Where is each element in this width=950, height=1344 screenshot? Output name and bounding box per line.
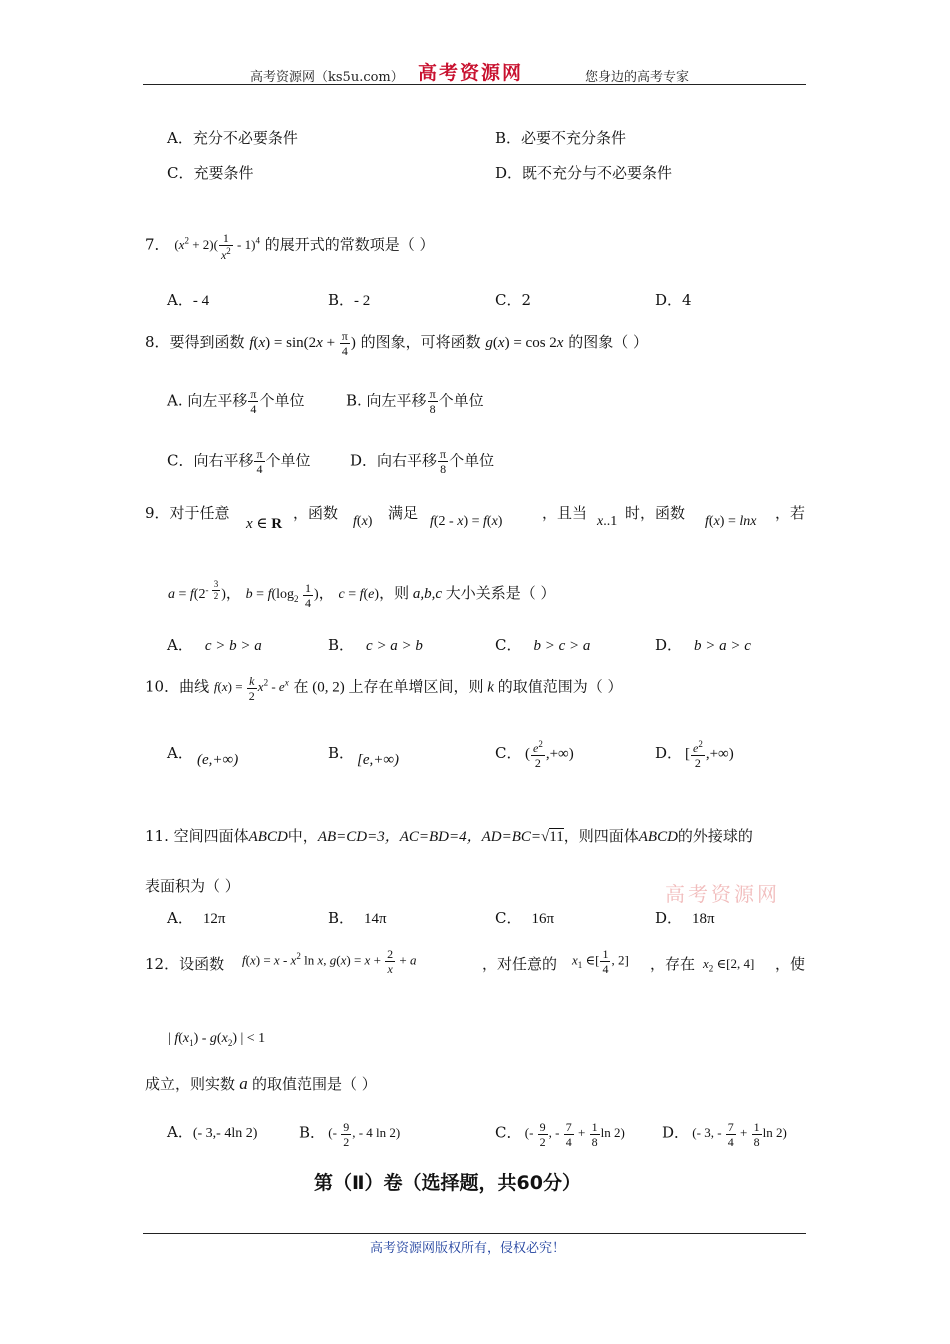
question-8 xyxy=(145,330,648,357)
question-7 xyxy=(145,232,435,261)
q7-option-a: A．- 4 xyxy=(167,291,210,309)
q8-option-b: B. 向左平移 $\frac{\pi}{8}$ 个单位 xyxy=(346,387,484,416)
q11-option-c: C． 16π xyxy=(495,909,555,927)
q12-option-b: B． (- $\frac{9}{2}$ , - 4 ln 2) xyxy=(299,1120,401,1149)
q9-stem-2: ，函数 xyxy=(293,504,339,522)
q9-option-a: A． c > b > a xyxy=(167,636,262,654)
q7-number: 7． xyxy=(145,235,170,254)
q12-option-a: A．(- 3,- 4ln 2) xyxy=(167,1123,258,1141)
footer-rule xyxy=(143,1233,806,1234)
q12-stem-4: ，使 xyxy=(775,955,806,973)
q9-option-d: D． b > a > c xyxy=(655,636,751,654)
footer-copyright: 高考资源网版权所有，侵权必究！ xyxy=(370,1241,566,1256)
q10-option-d-value: [ $\frac{e^2}{2}$ ,+∞) xyxy=(685,739,734,770)
q7-option-b: B．- 2 xyxy=(328,291,371,309)
q7-expression: $(x^2 + 2)$( $\frac{1}{x^2}$ - 1)$^4$ xyxy=(174,231,260,262)
q8-g-expression: g(x) = cos 2x xyxy=(485,334,564,351)
question-10: 10．曲线 f(x) = $\frac{k}{2}$ $x^2 - e^x$ 在 (0, 2) 上存在单增区间，则 k 的取值范围为（ ） xyxy=(145,674,623,703)
q6-option-c: C．充要条件 xyxy=(167,164,254,182)
q9-definitions: $a = f(2^{- \frac{3}{2}}$ )， $b = f(\log_2$ $\frac{1}{4}$ )， c = f(e)，则 a,b,c 大小关系是（ ） xyxy=(168,579,556,610)
q11-option-b: B． 14π xyxy=(328,909,387,927)
q12-stem-5: 成立，则实数 a 的取值范围是（ ） xyxy=(145,1074,377,1093)
q12-inequality: | $f(x_1) - g(x_2)$ | < 1 xyxy=(168,1031,266,1048)
q8-stem-2: 的图象，可将函数 xyxy=(360,332,481,351)
q9-x-ge-1: x..1 xyxy=(597,514,618,529)
q8-option-c: C．向右平移 $\frac{\pi}{4}$ 个单位 xyxy=(167,447,311,476)
header-left: 高考资源网（ks5u.com） xyxy=(250,70,404,85)
question-11: 11. 空间四面体ABCD中，AB=CD=3，AC=BD=4，AD=BC=√11，则四面体ABCD的外接球的 xyxy=(145,827,753,845)
q9-option-b: B． c > a > b xyxy=(328,636,423,654)
q8-stem-1: 8．要得到函数 xyxy=(145,332,245,351)
watermark: 高考资源网 xyxy=(665,882,780,906)
q10-option-a-label: A． xyxy=(167,744,193,762)
q7-option-d: D．4 xyxy=(655,291,692,309)
q10-option-d-label: D． xyxy=(655,744,683,762)
q10-option-a-value: (e,+∞) xyxy=(197,752,239,768)
q12-functions: $f(x) = x - x^2$ ln x, g(x) = x + $\frac{2}{x}$ + a xyxy=(242,947,417,976)
q9-fx-lnx: f(x) = lnx xyxy=(705,514,757,529)
q12-x1-range: $x_1$ ∈[ $\frac{1}{4}$ , 2] xyxy=(572,947,629,976)
q6-option-d: D．既不充分与不必要条件 xyxy=(495,164,673,182)
q12-x2-range: $x_2$ ∈[2, 4] xyxy=(703,956,755,974)
header-rule xyxy=(143,84,806,85)
q7-option-c: C．2 xyxy=(495,291,532,309)
q10-option-c-label: C． xyxy=(495,744,522,762)
q12-stem-1: 12．设函数 xyxy=(145,955,225,973)
header-right: 您身边的高考专家 xyxy=(585,70,690,85)
section-title: 第（Ⅱ）卷（选择题，共60分） xyxy=(314,1172,581,1194)
q6-option-b: B．必要不充分条件 xyxy=(495,129,627,147)
q6-option-a: A．充分不必要条件 xyxy=(167,129,298,147)
q8-option-a: A. 向左平移 $\frac{\pi}{4}$ 个单位 xyxy=(167,387,305,416)
q11-stem-2: 表面积为（ ） xyxy=(145,877,240,895)
q7-stem: 的展开式的常数项是（ ） xyxy=(264,235,435,254)
q9-stem-1: 9．对于任意 xyxy=(145,504,230,522)
q12-stem-3: ，存在 xyxy=(650,955,696,973)
q9-stem-4: ，且当 xyxy=(542,504,588,522)
q9-symmetry-condition: f(2 - x) = f(x) xyxy=(430,514,503,529)
q12-stem-2: ，对任意的 xyxy=(482,955,558,973)
q9-stem-6: ，若 xyxy=(775,504,806,522)
q9-stem-5: 时，函数 xyxy=(625,504,686,522)
q8-stem-3: 的图象（ ） xyxy=(568,332,649,351)
q8-option-d: D．向右平移 $\frac{\pi}{8}$ 个单位 xyxy=(350,447,495,476)
q10-option-b-value: [e,+∞) xyxy=(357,752,400,768)
q9-option-c: C． b > c > a xyxy=(495,636,591,654)
q10-option-b-label: B． xyxy=(328,744,355,762)
q11-option-a: A． 12π xyxy=(167,909,226,927)
q9-x-in-r: x ∈ R xyxy=(246,516,283,532)
q9-stem-3: 满足 xyxy=(388,504,419,522)
q8-f-expression: f(x) = sin(2x + $\frac{\pi}{4}$ ) xyxy=(249,329,356,358)
q12-option-d: D． (- 3, - $\frac{7}{4}$ + $\frac{1}{8}$ ln 2) xyxy=(662,1120,787,1149)
q11-option-d: D． 18π xyxy=(655,909,715,927)
site-logo: 高考资源网 xyxy=(418,62,524,84)
q12-option-c: C． (- $\frac{9}{2}$ , - $\frac{7}{4}$ + $\frac{1}{8}$ ln 2) xyxy=(495,1120,625,1149)
q10-option-c-value: ( $\frac{e^2}{2}$ ,+∞) xyxy=(525,739,574,770)
q9-fx: f(x) xyxy=(353,514,373,529)
